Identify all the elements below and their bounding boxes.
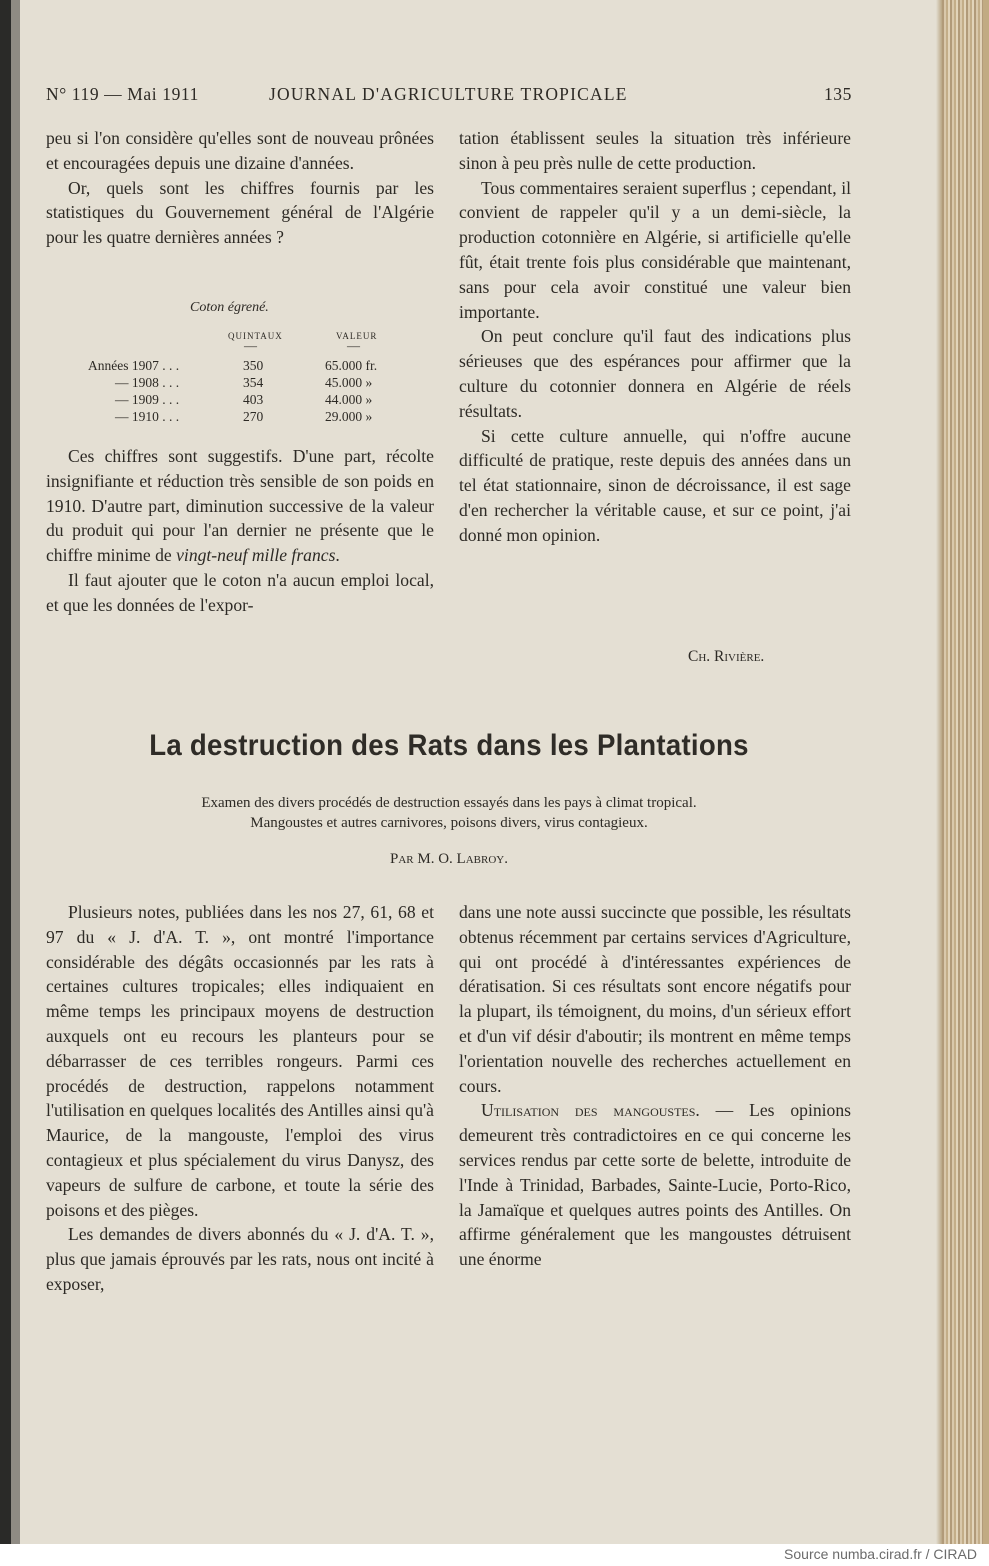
article-subtitle: Mangoustes et autres carnivores, poisons divers, virus contagieux. — [250, 815, 648, 831]
table-row — [88, 375, 408, 393]
paragraph — [459, 1098, 851, 1272]
page-number: 135 — [823, 84, 852, 104]
paragraph: Si cette culture annuelle, qui n'offre aucune difficulté de pratique, reste depuis des années dans un tel état stationnaire, sinon de décroissance, il est sage d'en rechercher la véritable cause, et sur ce point, j'ai donné mon opinion. — [459, 425, 851, 545]
section-heading: Utilisation des mangoustes. — [481, 1100, 700, 1121]
table-cell-year: Années 1907 . . . — [88, 358, 180, 373]
table-cell-year: — 1908 . . . — [115, 375, 180, 390]
table-cell-value: 65.000 fr. — [325, 358, 378, 373]
paragraph: dans une note aussi succincte que possible, les résultats obtenus récemment par certains services d'Agriculture, qui ont procédé à d'intéressantes expériences de dératisation. Si ces résultats sont encore négatifs pour la plupart, ils témoignent, du moins, d'un sérieux effort et d'un vif désir d'aboutir; ils montrent en même temps l'orientation nouvelle des recherches actuellement en cours. — [459, 902, 851, 1096]
source-footer — [0, 1544, 989, 1566]
header-rule: — — [244, 338, 257, 353]
running-header — [46, 80, 852, 108]
column-header-quantity: QUINTAUX — [228, 331, 283, 341]
journal-title: JOURNAL D'AGRICULTURE TROPICALE — [269, 84, 628, 104]
second-article-col2 — [459, 900, 851, 1272]
paragraph — [46, 444, 434, 568]
table-row — [88, 409, 408, 427]
table-cell-value: 45.000 » — [325, 375, 373, 390]
table-cell-year: — 1910 . . . — [115, 409, 180, 424]
second-article-col1 — [46, 900, 434, 1297]
table-cell-quantity: 403 — [243, 392, 264, 407]
author-signature: Ch. Rivière. — [688, 648, 765, 665]
table-row — [88, 392, 408, 410]
article-byline: Par M. O. Labroy. — [390, 851, 508, 867]
binding-edge — [0, 0, 20, 1544]
page-stack-edge — [942, 0, 989, 1544]
paragraph-text: Ces chiffres sont suggestifs. D'une part, récolte insignifiante et réduction très sensible de son poids en 1910. D'autre part, diminution successive de la valeur du produit qui pour l'an dernier ne présente que le chiffre minime de — [46, 446, 434, 566]
table-row — [88, 358, 408, 376]
table-cell-value: 44.000 » — [325, 392, 373, 407]
paragraph-text: — Les opinions demeurent très contradictoires en ce qui concerne les services rendus par cette sorte de belette, introduite de l'Inde à Trinidad, Barbades, Sainte-Lucie, Porto-Rico, la Jamaïque et quelques autres points des Antilles. On affirme généralement que les mangoustes détruisent une énorme — [459, 1100, 851, 1270]
article-title: La destruction des Rats dans les Plantations — [149, 729, 749, 762]
column-header-value: VALEUR — [336, 331, 378, 341]
table-cell-value: 29.000 » — [325, 409, 373, 424]
source-credit: Source numba.cirad.fr / CIRAD — [784, 1546, 977, 1562]
table-caption: Coton égrené. — [190, 300, 269, 315]
table-cell-quantity: 270 — [243, 409, 264, 424]
paragraph: peu si l'on considère qu'elles sont de nouveau prônées et encouragées depuis une dizaine d'années. — [46, 128, 434, 173]
emphasis: vingt-neuf mille francs — [176, 545, 336, 566]
paragraph: Les demandes de divers abonnés du « J. d'A. T. », plus que jamais éprouvés par les rats, nous ont incité à exposer, — [46, 1224, 434, 1294]
paragraph: Il faut ajouter que le coton n'a aucun emploi local, et que les données de l'expor- — [46, 569, 434, 615]
paragraph: Tous commentaires seraient superflus ; cependant, il convient de rappeler qu'il y a un demi-siècle, la production cotonnière en Algérie, si artificielle qu'elle fût, était trente fois plus considérable que maintenant, sans pour cela avoir constitué une valeur bien importante. — [459, 177, 851, 322]
paragraph-text: . — [335, 545, 340, 566]
paragraph: Or, quels sont les chiffres fournis par les statistiques du Gouvernement général de l'Algérie pour les quatre dernières années ? — [46, 177, 434, 248]
issue-number: N° 119 — Mai 1911 — [46, 84, 199, 104]
paragraph: On peut conclure qu'il faut des indications plus sérieuses que des espérances pour affirmer que la culture du cotonnier donnera en Algérie de réels résultats. — [459, 326, 851, 421]
first-article-col1-top — [46, 126, 434, 250]
header-rule: — — [347, 338, 360, 353]
paragraph: tation établissent seules la situation très inférieure sinon à peu près nulle de cette production. — [459, 128, 851, 173]
table-cell-year: — 1909 . . . — [115, 392, 180, 407]
first-article-col1-bottom — [46, 444, 434, 618]
table-cell-quantity: 354 — [243, 375, 264, 390]
paragraph: Plusieurs notes, publiées dans les nos 27, 61, 68 et 97 du « J. d'A. T. », ont montré l'importance considérable des dégâts occasionnés par les rats à certaines cultures tropicales; elles indiquaient en même temps les principaux moyens de destruction auxquels ont eu recours les planteurs pour se débarrasser de ces terribles rongeurs. Parmi ces procédés de destruction, rappelons notamment l'utilisation en quelques localités des Antilles ainsi qu'à Maurice, de la mangouste, l'emploi des virus contagieux et plus spécialement du virus Danysz, des vapeurs de sulfure de carbone, et toute la série des poisons et des pièges. — [46, 902, 434, 1220]
article-subtitle: Examen des divers procédés de destruction essayés dans les pays à climat tropical. — [201, 795, 697, 811]
table-cell-quantity: 350 — [243, 358, 264, 373]
first-article-col2 — [459, 126, 851, 548]
